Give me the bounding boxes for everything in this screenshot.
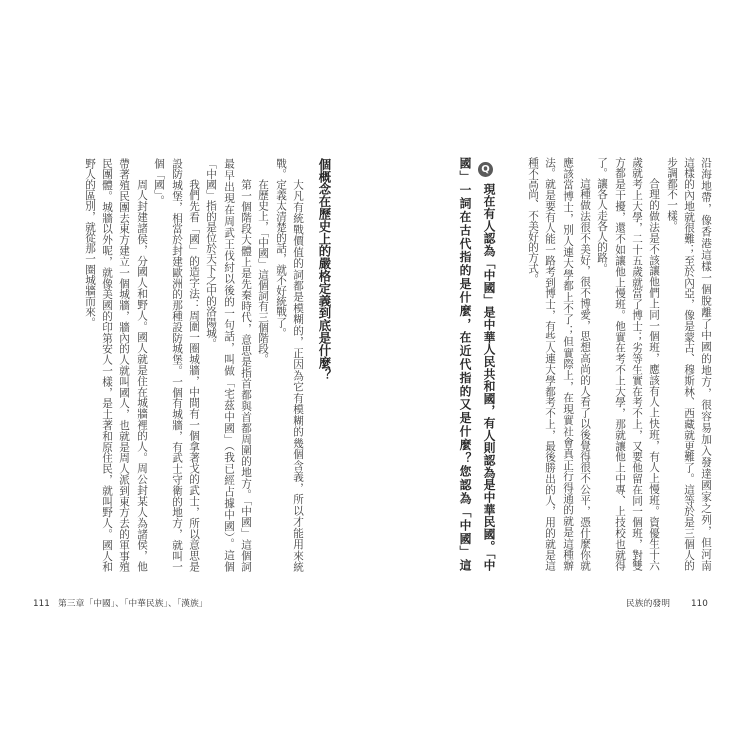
running-head: 民族的發明 [626, 599, 670, 609]
text-column: 這種做法很不美好，很不博愛，思想高尚的人看了以後覺得很不公平，憑什麼你就 [579, 178, 591, 571]
question-column: 國」一詞在古代指的是什麼，在近代指的又是什麼？您認為「中國」這 [458, 157, 472, 571]
text-column: 了。讓各人走各人的路。 [596, 157, 608, 274]
text-column: 在歷史上，「中國」這個詞有三個階段。 [257, 179, 269, 365]
text-column: 「中國」指的是位於天下之中的洛陽城。 [205, 158, 217, 349]
text-column: 民團體。城牆以外呢，就像美國的印第安人一樣，是土著和原住民，就叫野人。國人和 [101, 158, 113, 572]
text-column: 戰。定義太清楚的話，就不好統戰了。 [275, 158, 287, 339]
text-column: 沿海地帶，像香港這樣一個脫離了中國的地方，很容易加入發達國家之列，但河南 [700, 157, 712, 571]
text-column: 方都是干擾，還不如讓他上慢班。他實在考不上大學，那就讓他上中專、上技校也就得 [614, 157, 626, 571]
page-number: 110 [691, 599, 708, 609]
text-column: 個「國」。 [153, 158, 165, 206]
question-column: 個概念在歷史上的嚴格定義到底是什麼？ [317, 158, 332, 382]
text-column: 大凡有統戰價值的詞都是模糊的，正因為它有模糊的幾個含義，所以才能用來統 [292, 179, 304, 572]
text-column: 帶著殖民團去東方建立一個城牆，牆內的人就叫國人，也就是周人派到東方去的軍事殖 [118, 158, 130, 572]
text-column: 應該當博士，別人連大學都上不了；但實際上，在現實社會真正行得通的就是這種辦 [562, 157, 574, 571]
text-column: 周人封建諸侯，分國人和野人。國人就是住在城牆裡的人。周公封某人為諸侯，他 [136, 179, 148, 572]
running-head: 第三章「中國」、「中華民族」、「漢族」 [58, 599, 208, 609]
text-column: 野人的區別，就從那一圈城牆而來。 [84, 158, 96, 328]
right-page [375, 0, 750, 750]
page-number: 111 [33, 599, 50, 609]
question-column: 現在有人認為「中國」是中華人民共和國，有人則認為是中華民國。「中 [482, 183, 496, 571]
text-column: 這樣的內地就很難；至於內亞，像是蒙古、穆斯林、西藏就更難了。這等於是三個人的 [683, 157, 695, 571]
text-column: 法。就是要有人能一路考到博士，有些人連大學都考不上，最後勝出的人，用的就是這 [544, 157, 556, 571]
text-column: 第一個階段大體上是先秦時代，意思是指首都與首都周圍的地方。「中國」這個詞 [240, 179, 252, 572]
text-column: 設防城堡，相當於封建歐洲的那種設防城堡。一個有城牆，有武士守衛的地方，就叫一 [171, 158, 183, 572]
text-column: 我們先看「國」的造字法：周圍一圈城牆，中間有一個拿著戈的武士，所以意思是 [188, 179, 200, 572]
text-column: 歲就考上大學，二十五歲就當了博士；劣等生實在考不上，又要他留在同一個班，對雙 [631, 157, 643, 571]
text-column: 最早出現在周武王伐紂以後的一句話，叫做「宅茲中國」（我已經占據中國）。這個 [223, 158, 235, 572]
question-marker-icon: Q [478, 162, 493, 177]
text-column: 種不高尚、不美好的方式。 [527, 157, 539, 285]
text-column: 合理的做法是不該讓他們上同一個班，應該有人上快班，有人上慢班。資優生十六 [648, 178, 660, 571]
text-column: 步調都不一樣。 [666, 157, 678, 232]
